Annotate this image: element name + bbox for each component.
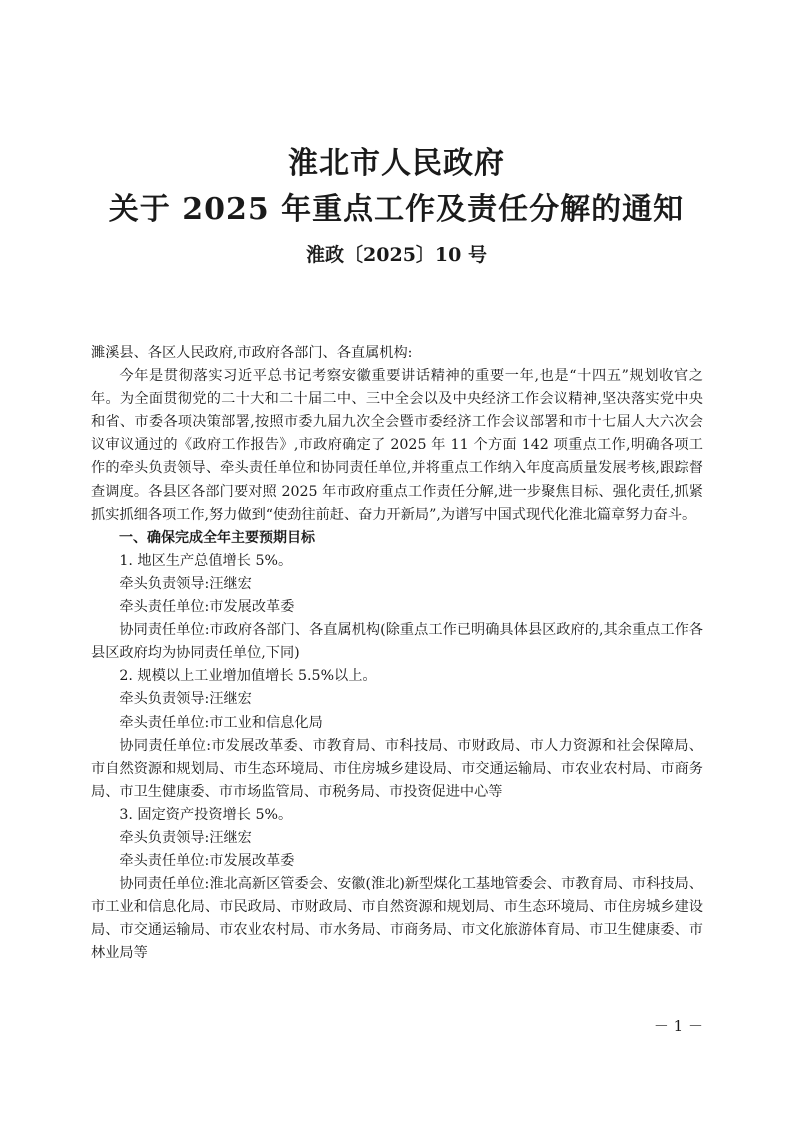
document-title-line2: 关于 2025 年重点工作及责任分解的通知	[108, 192, 685, 227]
document-title-line1: 淮北市人民政府	[288, 146, 505, 181]
item-co-units-3: 协同责任单位:淮北高新区管委会、安徽(淮北)新型煤化工基地管委会、市教育局、市科技局、市工业和信息化局、市民政局、市财政局、市自然资源和规划局、市生态环境局、市住房城乡建设局、市交通运输局、市农业农村局、市水务局、市商务局、市文化旅游体育局、市卫生健康委、市林业局等	[91, 876, 703, 962]
item-leader-2: 牵头负责领导:汪继宏	[119, 691, 252, 708]
item-leader-1: 牵头负责领导:汪继宏	[119, 575, 252, 592]
item-title-1: 1. 地区生产总值增长 5%。	[119, 552, 293, 569]
document-body	[91, 342, 703, 966]
item-title-3: 3. 固定资产投资增长 5%。	[119, 806, 293, 823]
item-leader-3: 牵头负责领导:汪继宏	[119, 829, 252, 846]
item-lead-unit-1: 牵头责任单位:市发展改革委	[119, 599, 295, 616]
page-number: － 1 －	[653, 1017, 703, 1035]
item-lead-unit-3: 牵头责任单位:市发展改革委	[119, 853, 295, 870]
item-title-2: 2. 规模以上工业增加值增长 5.5%以上。	[119, 668, 377, 685]
item-co-units-1: 协同责任单位:市政府各部门、各直属机构(除重点工作已明确具体县区政府的,其余重点工作各县区政府均为协同责任单位,下同)	[91, 622, 703, 662]
salutation: 濉溪县、各区人民政府,市政府各部门、各直属机构:	[91, 345, 413, 361]
item-lead-unit-2: 牵头责任单位:市工业和信息化局	[119, 714, 323, 731]
document-number: 淮政〔2025〕10 号	[306, 244, 487, 266]
item-co-units-2: 协同责任单位:市发展改革委、市教育局、市科技局、市财政局、市人力资源和社会保障局、市自然资源和规划局、市生态环境局、市住房城乡建设局、市交通运输局、市农业农村局、市商务局、市卫生健康委、市市场监管局、市税务局、市投资促进中心等	[91, 737, 703, 800]
intro-paragraph: 今年是贯彻落实习近平总书记考察安徽重要讲话精神的重要一年,也是“十四五”规划收官之年。为全面贯彻党的二十大和二十届二中、三中全会以及中央经济工作会议精神,坚决落实党中央和省、市委各项决策部署,按照市委九届九次全会暨市委经济工作会议部署和市十七届人大六次会议审议通过的《政府工作报告》,市政府确定了 2025 年 11 个方面 142 项重点工作,明确各项工作的牵头负责领导、牵头责任单位和协同责任单位,并将重点工作纳入年度高质量发展考核,跟踪督查调度。各县区各部门要对照 2025 年市政府重点工作责任分解,进一步聚焦目标、强化责任,抓紧抓实抓细各项工作,努力做到“使劲往前赶、奋力开新局”,为谱写中国式现代化淮北篇章努力奋斗。	[91, 368, 703, 523]
section-heading-1: 一、确保完成全年主要预期目标	[119, 529, 315, 546]
